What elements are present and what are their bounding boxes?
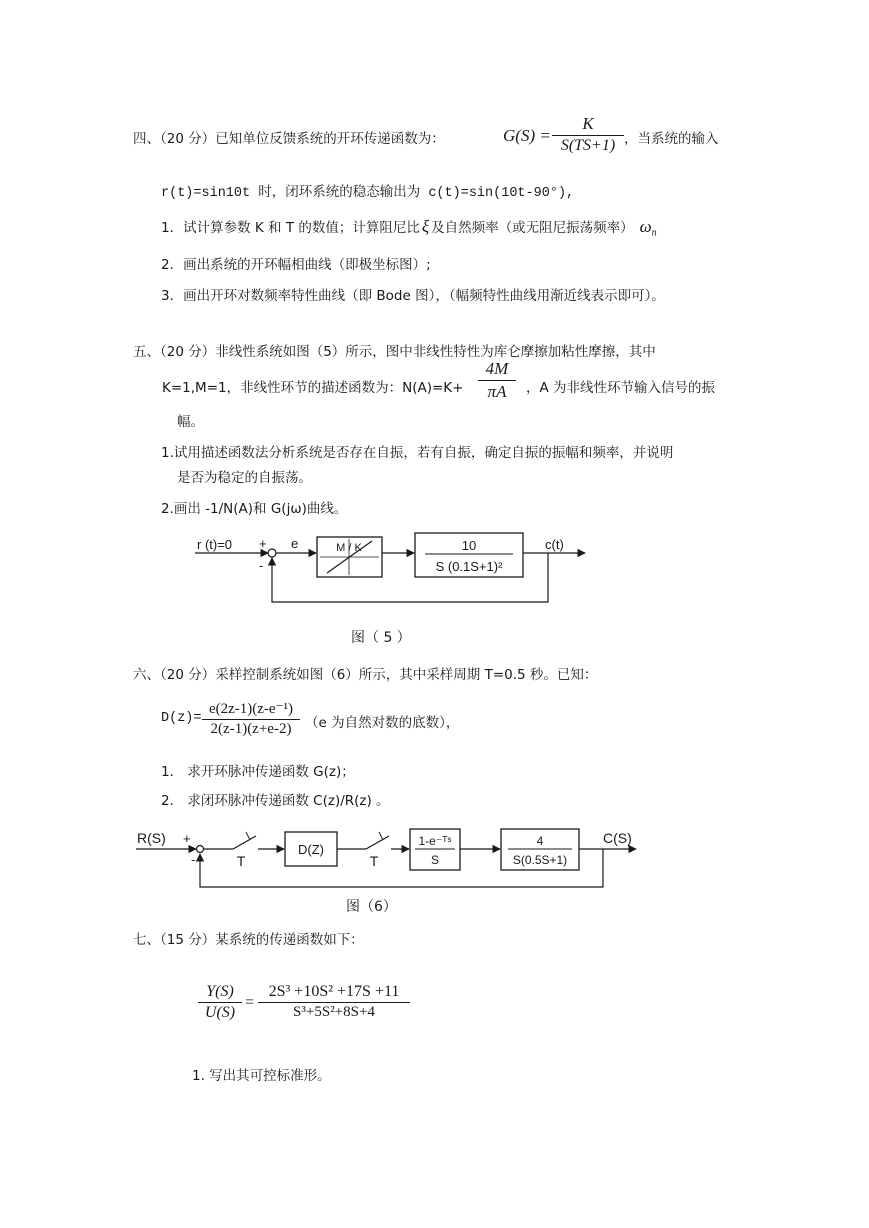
q4-xi-symbol: ξ [421, 217, 430, 236]
q5-line3: 幅。 [177, 414, 204, 430]
q5-line2-a: K=1,M=1，非线性环节的描述函数为：N(A)=K+ [162, 380, 464, 396]
q4-g-denominator: S(TS+1) [560, 137, 616, 154]
q5-df-denominator: πA [487, 382, 507, 401]
fig5-tf-den: S (0.1S+1)² [435, 559, 503, 574]
q6-d-lhs: D(z)= [161, 711, 202, 726]
fig6-t1-label: T [236, 853, 246, 869]
q7-equals: = [245, 994, 255, 1011]
q4-item3: 3．画出开环对数频率特性曲线（即 Bode 图），（幅频特性曲线用渐近线表示即可）。 [161, 288, 665, 304]
fig6-r-label: R(S) [137, 830, 166, 846]
fig6-sum-junction [197, 846, 204, 853]
fig5-e-label: e [291, 536, 299, 551]
fig6-t2-label: T [369, 853, 379, 869]
fig6-caption: 图（6） [346, 899, 397, 915]
q5-item1-line1: 1.试用描述函数法分析系统是否存在自振，若有自振，确定自振的振幅和频率，并说明 [161, 445, 674, 461]
fig5-nl-label: M / K [336, 542, 362, 554]
q4-g-lhs: G(S) = [503, 126, 551, 145]
fig5-caption: 图（ 5 ） [351, 630, 411, 646]
q7-rhs-fraction [258, 983, 410, 1021]
fig5-minus: - [259, 558, 264, 573]
q5-item2: 2.画出 -1/N(A)和 G(jω)曲线。 [161, 501, 348, 517]
fig6-zoh-num: 1-e⁻ᵀˢ [418, 834, 452, 848]
q7-lhs-fraction [198, 983, 242, 1022]
q7-rhs-numerator: 2S³ +10S² +17S +11 [268, 983, 400, 1000]
q7-lhs-numerator: Y(S) [206, 983, 234, 1000]
fig5-tf-num: 10 [461, 538, 477, 553]
fig6-sampler-1 [233, 836, 256, 849]
q5-item1-line2: 是否为稳定的自振荡。 [177, 470, 312, 486]
fig6-minus: - [191, 852, 196, 867]
fig6-zoh-den: S [430, 853, 440, 867]
fig5-r-label: r (t)=0 [197, 537, 233, 552]
q7-lhs-denominator: U(S) [204, 1004, 236, 1021]
fig6-plus: + [183, 831, 191, 846]
fig6-sampler-2 [366, 836, 389, 849]
q6-item1: 1． 求开环脉冲传递函数 G(z)； [161, 764, 355, 780]
q4-intro: 四、（20 分）已知单位反馈系统的开环传递函数为： [133, 131, 445, 147]
q5-intro: 五、（20 分）非线性系统如图（5）所示，图中非线性特性为库仑摩擦加粘性摩擦，其中 [133, 344, 656, 360]
fig6-c-label: C(S) [603, 830, 632, 846]
fig6-plant-den: S(0.5S+1) [512, 853, 568, 867]
fig6-d-label: D(Z) [298, 842, 324, 857]
q4-item1-b: 及自然频率（或无阻尼振荡频率） [431, 220, 634, 236]
q6-d-note: （e 为自然对数的底数）， [305, 715, 460, 731]
q6-item2: 2． 求闭环脉冲传递函数 C(z)/R(z) 。 [161, 793, 390, 809]
q6-d-denominator: 2(z-1)(z+e-2) [210, 721, 292, 737]
fig5-plus: + [259, 536, 267, 551]
q7-intro: 七、（15 分）某系统的传递函数如下： [133, 932, 364, 948]
fig5-c-label: c(t) [545, 537, 564, 552]
q5-df-numerator: 4M [485, 359, 509, 378]
q4-line2: r(t)=sin10t 时，闭环系统的稳态输出为 c(t)=sin(10t-90°), [161, 186, 575, 201]
q4-item1-a: 1．试计算参数 K 和 T 的数值；计算阻尼比 [161, 220, 420, 236]
q7-rhs-denominator: S³+5S²+8S+4 [293, 1004, 375, 1020]
q4-item2: 2．画出系统的开环幅相曲线（即极坐标图）; [161, 257, 431, 273]
q4-after-g: ，当系统的输入 [624, 131, 719, 147]
q4-g-numerator: K [582, 114, 594, 133]
fig6-plant-num: 4 [536, 834, 544, 848]
q4-omega-symbol: ω [639, 217, 652, 236]
q5-line2-b: ，A 为非线性环节输入信号的振 [526, 380, 716, 396]
q7-item1: 1. 写出其可控标准形。 [192, 1068, 331, 1084]
q6-d-numerator: e(2z-1)(z-e⁻¹) [208, 701, 294, 717]
q6-intro: 六、（20 分）采样控制系统如图（6）所示，其中采样周期 T=0.5 秒。已知： [133, 667, 598, 683]
q4-omega-sub: n [651, 227, 657, 239]
